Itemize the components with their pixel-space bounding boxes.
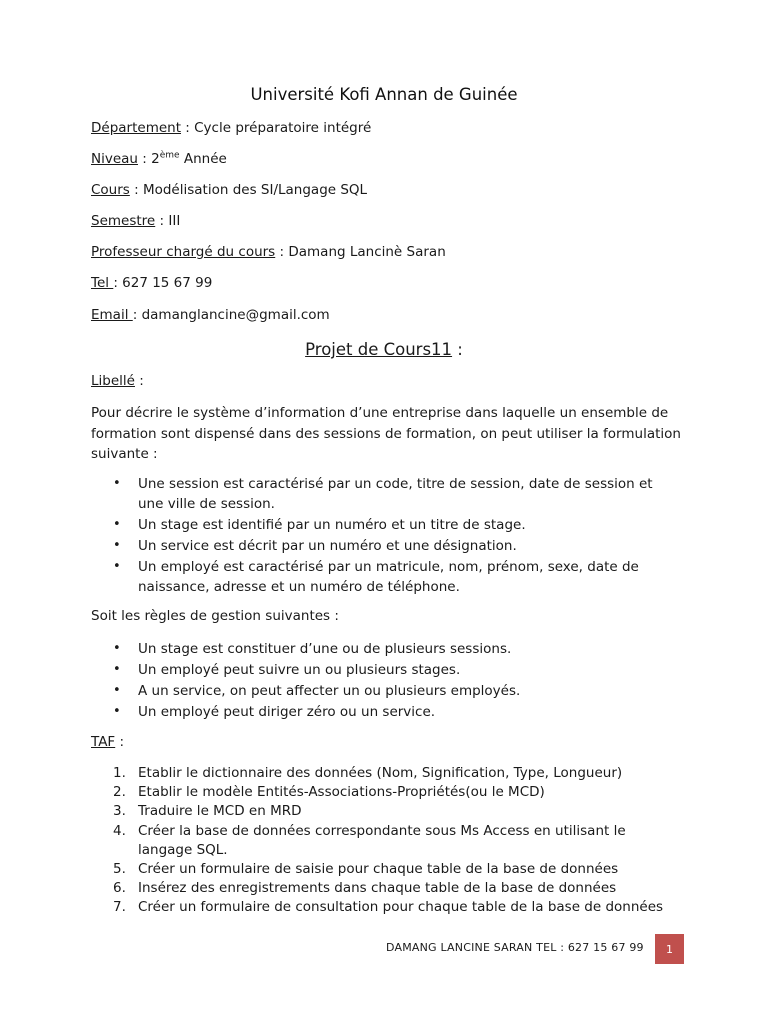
list-item: • Un service est décrit par un numéro et une désignation. xyxy=(113,538,517,554)
page-number-badge: 1 xyxy=(655,934,684,964)
list-item: 4. Créer la base de données correspondante sous Ms Access en utilisant le langage SQL. xyxy=(113,822,626,858)
footer-author-phone: DAMANG LANCINE SARAN TEL : 627 15 67 99 xyxy=(386,941,644,954)
list-item: • Un employé est caractérisé par un matricule, nom, prénom, sexe, date de naissance, adresse et un numéro de téléphone. xyxy=(113,559,639,595)
bullet-icon: • xyxy=(113,538,121,553)
bullet-icon: • xyxy=(113,559,121,574)
professeur-line xyxy=(91,244,446,260)
niveau-value: : 2 xyxy=(137,151,160,167)
cours-value: : Modélisation des SI/Langage SQL xyxy=(129,182,368,198)
libelle-heading xyxy=(91,373,144,389)
list-item: • Un stage est constituer d’une ou de plusieurs sessions. xyxy=(113,641,512,657)
niveau-line xyxy=(91,151,227,167)
list-item: • Une session est caractérisé par un code, titre de session, date de session et une ville de session. xyxy=(113,476,653,512)
list-item: 3. Traduire le MCD en MRD xyxy=(113,803,302,820)
niveau-superscript: ème xyxy=(159,150,180,161)
departement-value: : Cycle préparatoire intégré xyxy=(181,120,372,136)
taf-label: TAF xyxy=(91,734,116,750)
tel-value: : 627 15 67 99 xyxy=(113,275,213,291)
bullet-icon: • xyxy=(113,662,121,677)
list-item: • A un service, on peut affecter un ou plusieurs employés. xyxy=(113,683,521,699)
project-title xyxy=(0,340,768,359)
semestre-label: Semestre xyxy=(91,213,156,229)
cours-label: Cours xyxy=(91,182,130,198)
list-item: • Un employé peut suivre un ou plusieurs stages. xyxy=(113,662,461,678)
bullet-icon: • xyxy=(113,476,121,491)
project-title-text: Projet de Cours11 xyxy=(305,340,453,359)
professeur-value: : Damang Lancinè Saran xyxy=(275,244,446,260)
bullet-icon: • xyxy=(113,683,121,698)
email-value: : damanglancine@gmail.com xyxy=(132,307,330,323)
bullet-icon: • xyxy=(113,517,121,532)
bullet-icon: • xyxy=(113,641,121,656)
taf-suffix: : xyxy=(115,734,125,750)
email-label: Email xyxy=(91,307,133,323)
regles-intro: Soit les règles de gestion suivantes : xyxy=(91,608,339,624)
libelle-label: Libellé xyxy=(91,373,135,389)
bullet-icon: • xyxy=(113,704,121,719)
libelle-intro: Pour décrire le système d’information d’une entreprise dans laquelle un ensemble de formation sont dispensé dans des sessions de formation, on peut utiliser la formulation suivante : xyxy=(91,405,681,462)
professeur-label: Professeur chargé du cours xyxy=(91,244,276,260)
semestre-value: : III xyxy=(155,213,181,229)
list-item: 7. Créer un formulaire de consultation pour chaque table de la base de données xyxy=(113,899,664,916)
list-item: 1. Etablir le dictionnaire des données (Nom, Signification, Type, Longueur) xyxy=(113,765,623,781)
departement-label: Département xyxy=(91,120,181,136)
taf-task-list xyxy=(91,764,681,918)
cours-line xyxy=(91,182,367,198)
regles-bullet-list xyxy=(91,639,681,723)
list-item: • Un employé peut diriger zéro ou un service. xyxy=(113,704,436,720)
email-line xyxy=(91,307,330,323)
tel-line xyxy=(91,275,212,291)
libelle-suffix: : xyxy=(134,373,144,389)
list-item: 5. Créer un formulaire de saisie pour chaque table de la base de données xyxy=(113,861,619,878)
tel-label: Tel xyxy=(91,275,114,291)
niveau-year: Année xyxy=(179,151,227,167)
semestre-line xyxy=(91,213,180,229)
taf-heading xyxy=(91,734,124,750)
university-title: Université Kofi Annan de Guinée xyxy=(250,85,518,104)
list-item: 2. Etablir le modèle Entités-Associations-Propriétés(ou le MCD) xyxy=(113,784,545,801)
departement-line xyxy=(91,120,371,136)
niveau-label: Niveau xyxy=(91,151,138,167)
project-title-suffix: : xyxy=(452,340,463,359)
list-item: 6. Insérez des enregistrements dans chaque table de la base de données xyxy=(113,880,617,897)
list-item: • Un stage est identifié par un numéro et un titre de stage. xyxy=(113,517,526,533)
libelle-bullet-list xyxy=(91,474,681,598)
